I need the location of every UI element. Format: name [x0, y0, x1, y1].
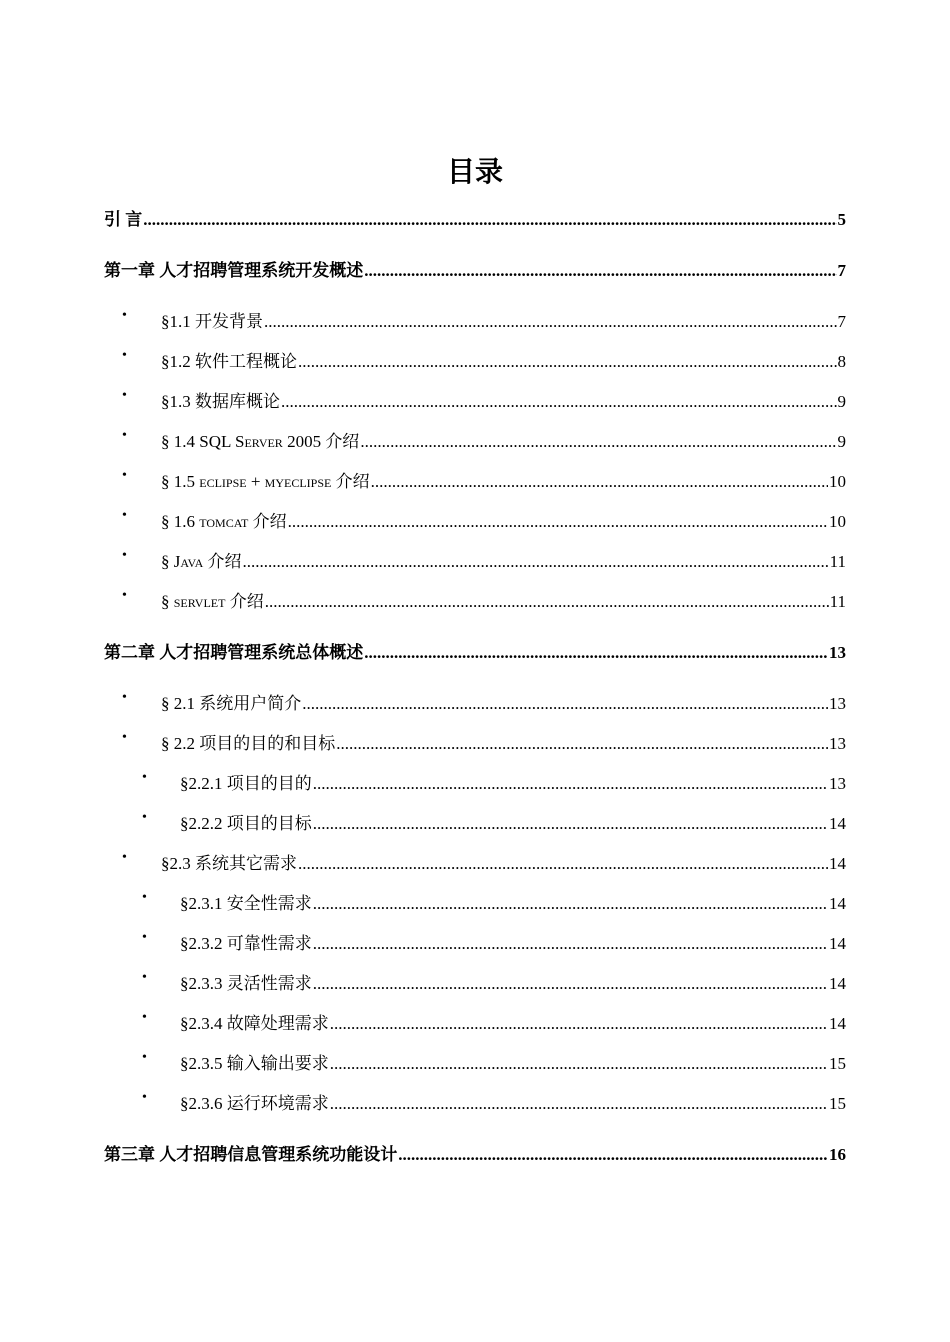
toc-entry-label: § servlet 介绍 — [161, 592, 264, 611]
toc-entry-page: 15 — [829, 1094, 846, 1113]
toc-entry-2-3-6[interactable] — [104, 1089, 846, 1129]
toc-entry-label: §1.1 开发背景 — [161, 312, 263, 331]
toc-entry-page: 13 — [829, 734, 846, 753]
dot-leader — [265, 592, 829, 612]
toc-entry-label: 第二章 人才招聘管理系统总体概述 — [104, 643, 364, 662]
bullet-icon: • — [122, 468, 127, 483]
toc-entry-page: 5 — [837, 210, 846, 229]
toc-entry-2-3-5[interactable] — [104, 1049, 846, 1089]
toc-entry-label: § 2.1 系统用户简介 — [161, 694, 302, 713]
toc-entry-page: 14 — [829, 894, 846, 913]
dot-leader — [364, 261, 836, 281]
toc-entry-2-2-2[interactable] — [104, 809, 846, 849]
toc-entry-chapter-2[interactable] — [104, 638, 846, 678]
toc-entry-2-2[interactable] — [104, 729, 846, 769]
toc-entry-page: 11 — [829, 592, 846, 611]
toc-entry-label: §2.3.4 故障处理需求 — [180, 1014, 329, 1033]
toc-entry-label: 第一章 人才招聘管理系统开发概述 — [104, 261, 364, 280]
toc-entry-2-1[interactable] — [104, 689, 846, 729]
dot-leader — [330, 1094, 828, 1114]
bullet-icon: • — [142, 1050, 147, 1065]
toc-entry-1-4[interactable] — [104, 427, 846, 467]
toc-entry-chapter-1[interactable] — [104, 256, 846, 296]
toc-entry-page: 14 — [829, 854, 846, 873]
toc-entry-page: 16 — [829, 1145, 846, 1164]
toc-entry-intro[interactable] — [104, 205, 846, 245]
toc-entry-page: 15 — [829, 1054, 846, 1073]
dot-leader — [143, 210, 836, 230]
bullet-icon: • — [122, 730, 127, 745]
toc-entry-page: 10 — [829, 512, 846, 531]
dot-leader — [313, 974, 828, 994]
toc-entry-label: §2.3.2 可靠性需求 — [180, 934, 312, 953]
toc-entry-2-3-3[interactable] — [104, 969, 846, 1009]
bullet-icon: • — [122, 850, 127, 865]
bullet-icon: • — [142, 770, 147, 785]
bullet-icon: • — [142, 930, 147, 945]
dot-leader — [313, 894, 828, 914]
toc-entry-1-5[interactable] — [104, 467, 846, 507]
toc-entry-2-3-4[interactable] — [104, 1009, 846, 1049]
bullet-icon: • — [142, 810, 147, 825]
toc-entry-label: § 2.2 项目的目的和目标 — [161, 734, 336, 753]
toc-entry-page: 7 — [837, 261, 846, 280]
dot-leader — [288, 512, 828, 532]
toc-entry-java[interactable] — [104, 547, 846, 587]
toc-entry-chapter-3[interactable] — [104, 1140, 846, 1180]
dot-leader — [281, 392, 837, 412]
toc-entry-page: 14 — [829, 934, 846, 953]
toc-entry-label: §2.3.3 灵活性需求 — [180, 974, 312, 993]
dot-leader — [330, 1054, 828, 1074]
toc-entry-page: 9 — [837, 392, 846, 411]
bullet-icon: • — [142, 1090, 147, 1105]
toc-entry-2-2-1[interactable] — [104, 769, 846, 809]
dot-leader — [298, 854, 828, 874]
bullet-icon: • — [142, 1010, 147, 1025]
toc-entry-label: §2.3.1 安全性需求 — [180, 894, 312, 913]
bullet-icon: • — [122, 690, 127, 705]
toc-entry-page: 8 — [837, 352, 846, 371]
dot-leader — [398, 1145, 828, 1165]
bullet-icon: • — [122, 588, 127, 603]
bullet-icon: • — [122, 308, 127, 323]
toc-entry-label: §1.3 数据库概论 — [161, 392, 280, 411]
toc-entry-page: 13 — [829, 643, 846, 662]
toc-entry-page: 13 — [829, 694, 846, 713]
toc-entry-label: 第三章 人才招聘信息管理系统功能设计 — [104, 1145, 398, 1164]
dot-leader — [360, 432, 836, 452]
dot-leader — [371, 472, 828, 492]
dot-leader — [302, 694, 828, 714]
toc-entry-label: §1.2 软件工程概论 — [161, 352, 297, 371]
toc-entry-label: § 1.4 SQL Server 2005 介绍 — [161, 432, 360, 451]
dot-leader — [264, 312, 837, 332]
toc-entry-1-2[interactable] — [104, 347, 846, 387]
toc-entry-label: §2.2.1 项目的目的 — [180, 774, 312, 793]
bullet-icon: • — [122, 508, 127, 523]
dot-leader — [364, 643, 828, 663]
bullet-icon: • — [122, 548, 127, 563]
bullet-icon: • — [122, 428, 127, 443]
bullet-icon: • — [142, 890, 147, 905]
toc-entry-label: § Java 介绍 — [161, 552, 242, 571]
dot-leader — [330, 1014, 828, 1034]
toc-entry-2-3-1[interactable] — [104, 889, 846, 929]
toc-entry-label: §2.2.2 项目的目标 — [180, 814, 312, 833]
document-title: 目录 — [446, 155, 503, 188]
toc-entry-1-1[interactable] — [104, 307, 846, 347]
dot-leader — [313, 774, 828, 794]
toc-entry-page: 13 — [829, 774, 846, 793]
table-of-contents — [104, 205, 846, 1180]
toc-entry-1-3[interactable] — [104, 387, 846, 427]
toc-entry-label: 引 言 — [104, 210, 143, 229]
toc-entry-label: § 1.6 tomcat 介绍 — [161, 512, 287, 531]
toc-entry-page: 9 — [837, 432, 846, 451]
toc-entry-label: §2.3 系统其它需求 — [161, 854, 297, 873]
dot-leader — [336, 734, 828, 754]
toc-entry-page: 11 — [829, 552, 846, 571]
dot-leader — [313, 814, 828, 834]
toc-entry-2-3[interactable] — [104, 849, 846, 889]
toc-entry-label: § 1.5 eclipse + myeclipse 介绍 — [161, 472, 370, 491]
toc-entry-page: 10 — [829, 472, 846, 491]
dot-leader — [298, 352, 837, 372]
toc-entry-1-6[interactable] — [104, 507, 846, 547]
toc-entry-page: 14 — [829, 814, 846, 833]
toc-entry-label: §2.3.6 运行环境需求 — [180, 1094, 329, 1113]
bullet-icon: • — [142, 970, 147, 985]
bullet-icon: • — [122, 388, 127, 403]
toc-entry-label: §2.3.5 输入输出要求 — [180, 1054, 329, 1073]
toc-entry-page: 14 — [829, 974, 846, 993]
dot-leader — [243, 552, 829, 572]
toc-entry-page: 7 — [837, 312, 846, 331]
toc-entry-2-3-2[interactable] — [104, 929, 846, 969]
dot-leader — [313, 934, 828, 954]
bullet-icon: • — [122, 348, 127, 363]
toc-entry-page: 14 — [829, 1014, 846, 1033]
toc-entry-servlet[interactable] — [104, 587, 846, 627]
